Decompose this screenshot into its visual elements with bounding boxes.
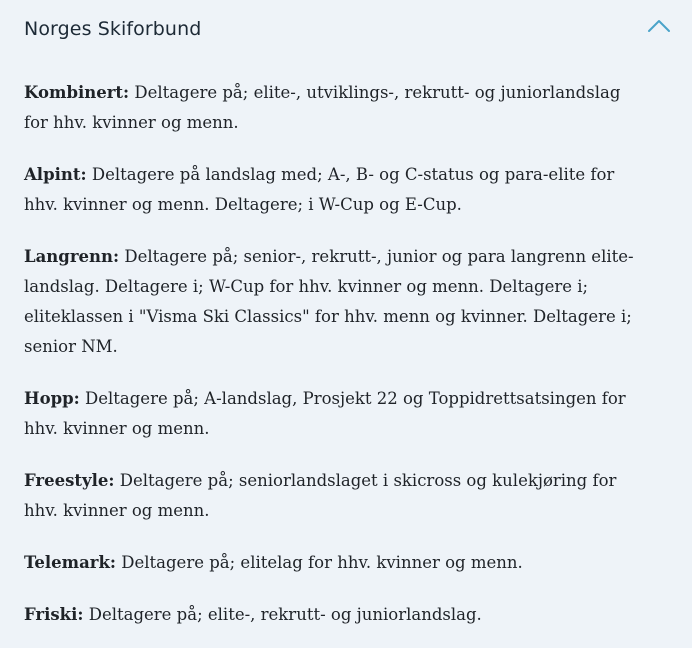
- item-label: Langrenn:: [24, 247, 120, 266]
- chevron-up-icon[interactable]: [646, 16, 672, 36]
- list-item-hopp: [24, 384, 634, 444]
- item-label: Hopp:: [24, 389, 80, 408]
- item-label: Alpint:: [24, 165, 87, 184]
- item-label: Kombinert:: [24, 83, 130, 102]
- item-text: Deltagere på; elite-, utviklings-, rekrutt- og juniorlandslag for hhv. kvinner og menn.: [24, 83, 621, 132]
- item-text: Deltagere på landslag med; A-, B- og C-status og para-elite for hhv. kvinner og menn. Deltagere; i W-Cup og E-Cup.: [24, 165, 615, 214]
- item-text: Deltagere på; elitelag for hhv. kvinner og menn.: [116, 553, 523, 572]
- list-item-telemark: [24, 548, 634, 578]
- list-item-freestyle: [24, 466, 634, 526]
- accordion-content: [24, 78, 634, 630]
- item-label: Freestyle:: [24, 471, 115, 490]
- accordion-header[interactable]: [0, 0, 692, 62]
- accordion-title: Norges Skiforbund: [24, 18, 202, 40]
- item-label: Friski:: [24, 605, 84, 624]
- item-text: Deltagere på; senior-, rekrutt-, junior og para langrenn elite-landslag. Deltagere i; W-Cup for hhv. kvinner og menn. Deltagere i; eliteklassen i "Visma Ski Classics" for hhv. menn og kvinner. Deltagere i; senior NM.: [24, 247, 634, 356]
- list-item-kombinert: [24, 78, 634, 138]
- item-text: Deltagere på; A-landslag, Prosjekt 22 og Toppidrettsatsingen for hhv. kvinner og menn.: [24, 389, 626, 438]
- list-item-friski: [24, 600, 634, 630]
- item-label: Telemark:: [24, 553, 117, 572]
- item-text: Deltagere på; seniorlandslaget i skicross og kulekjøring for hhv. kvinner og menn.: [24, 471, 617, 520]
- list-item-langrenn: [24, 242, 634, 362]
- item-text: Deltagere på; elite-, rekrutt- og juniorlandslag.: [83, 605, 482, 624]
- list-item-alpint: [24, 160, 634, 220]
